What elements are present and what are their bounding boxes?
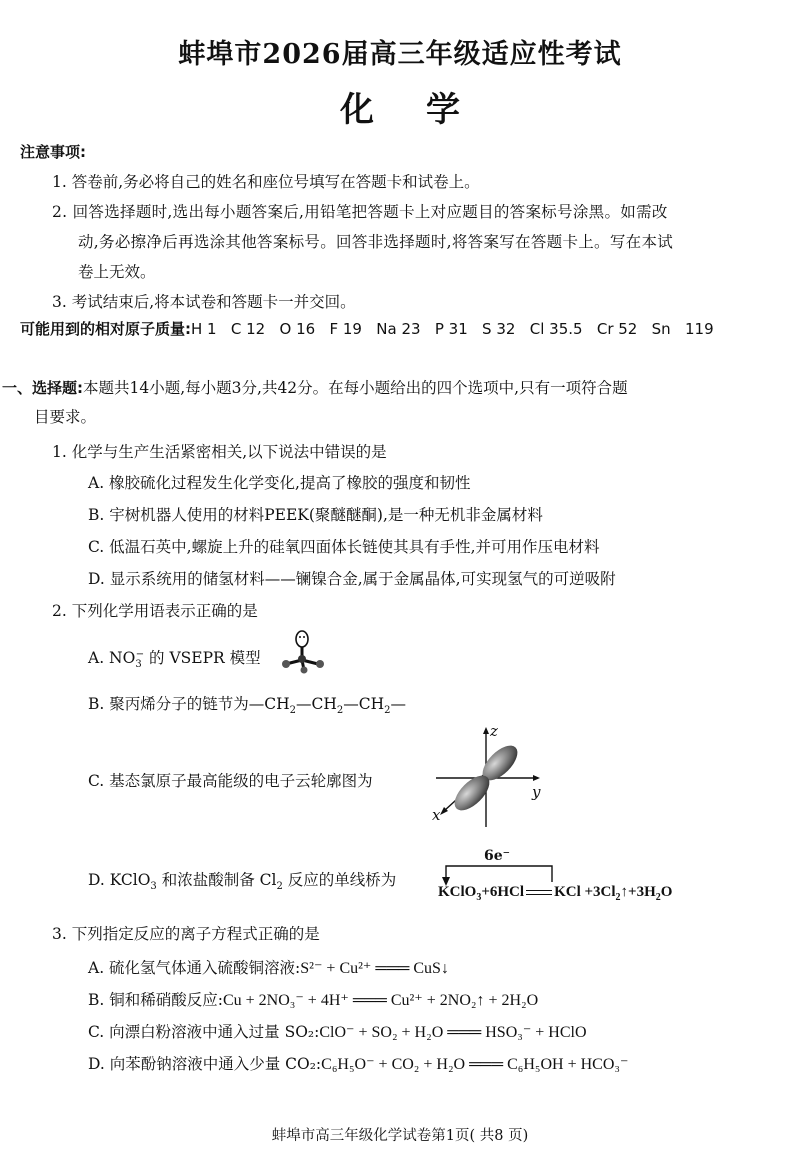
q3-stem: 3. 下列指定反应的离子方程式正确的是 [52,925,320,943]
q1-option-c: C. 低温石英中,螺旋上升的硅氧四面体长链使其具有手性,并可用作压电材料 [88,538,600,556]
bridge-electron-label: 6e⁻ [484,848,511,864]
bridge-equation: KClO$_3$+6HCl KCl $+3Cl_2↑+3H_2O$ [438,884,673,903]
q1-option-a: A. 橡胶硫化过程发生化学变化,提高了橡胶的强度和韧性 [88,474,471,492]
q3-option-d: D. 向苯酚钠溶液中通入少量 CO₂:C₆H₅O⁻ + CO₂ + H₂O ═══ C₆H₅OH + HCO₃⁻ [88,1055,629,1073]
q2-stem: 2. 下列化学用语表示正确的是 [52,602,258,620]
atomic-mass-line [20,318,714,339]
q2-option-c: C. 基态氯原子最高能级的电子云轮廓图为 [88,772,373,790]
q1-stem: 1. 化学与生产生活紧密相关,以下说法中错误的是 [52,443,387,461]
atomic-mass-values: H 1 C 12 O 16 F 19 Na 23 P 31 S 32 Cl 35.5 Cr 52 Sn 119 [191,320,714,338]
note-item-2-cont: 动,务必擦净后再选涂其他答案标号。回答非选择题时,将答案写在答题卡上。写在本试 [78,233,674,251]
q1-option-b: B. 宇树机器人使用的材料PEEK(聚醚醚酮),是一种无机非金属材料 [88,506,543,524]
atomic-mass-label: 可能用到的相对原子质量: [20,320,191,338]
section1-heading: 一、选择题: [2,379,83,397]
vsepr-model-icon [278,630,330,672]
section1-instructions: 本题共14小题,每小题3分,共42分。在每小题给出的四个选项中,只有一项符合题 [83,379,628,397]
section1-line1 [2,376,628,398]
notes-heading: 注意事项: [20,143,86,161]
equals-double-line [526,890,552,895]
exam-title: 蚌埠市2026届高三年级适应性考试 [178,39,622,70]
axis-z-label: z [490,722,498,740]
section1-line2: 目要求。 [34,408,97,426]
note-item-3: 3. 考试结束后,将本试卷和答题卡一并交回。 [52,293,356,311]
q3-option-b: B. 铜和稀硝酸反应:Cu + 2NO₃⁻ + 4H⁺ ═══ Cu²⁺ + 2NO₂↑ + 2H₂O [88,991,539,1009]
note-item-1: 1. 答卷前,务必将自己的姓名和座位号填写在答题卡和试卷上。 [52,173,480,191]
subject-title: 化学 [340,90,512,130]
q3-option-a: A. 硫化氢气体通入硫酸铜溶液:S²⁻ + Cu²⁺ ═══ CuS↓ [88,959,449,977]
axis-y-label: y [532,783,541,801]
page-footer: 蚌埠市高三年级化学试卷第1页( 共8 页) [271,1128,529,1144]
q1-option-d: D. 显示系统用的储氢材料——镧镍合金,属于金属晶体,可实现氢气的可逆吸附 [88,570,616,588]
note-item-2-cont2: 卷上无效。 [78,263,156,281]
axis-x-label: x [432,806,441,824]
p-orbital-diagram [426,725,546,831]
q2-option-a: A. $NO_3^-$ 的 VSEPR 模型 [88,648,261,671]
note-item-2: 2. 回答选择题时,选出每小题答案后,用铅笔把答题卡上对应题目的答案标号涂黑。如需改 [52,203,668,221]
q3-option-c: C. 向漂白粉溶液中通入过量 SO₂:ClO⁻ + SO₂ + H₂O ═══ HSO₃⁻ + HClO [88,1023,587,1041]
q2-option-b: B. 聚丙烯分子的链节为$—CH_2—CH_2—CH_2—$ [88,695,407,717]
q2-option-d: D. KClO$_3$ 和浓盐酸制备 $Cl_2$ 反应的单线桥为 [88,871,397,893]
